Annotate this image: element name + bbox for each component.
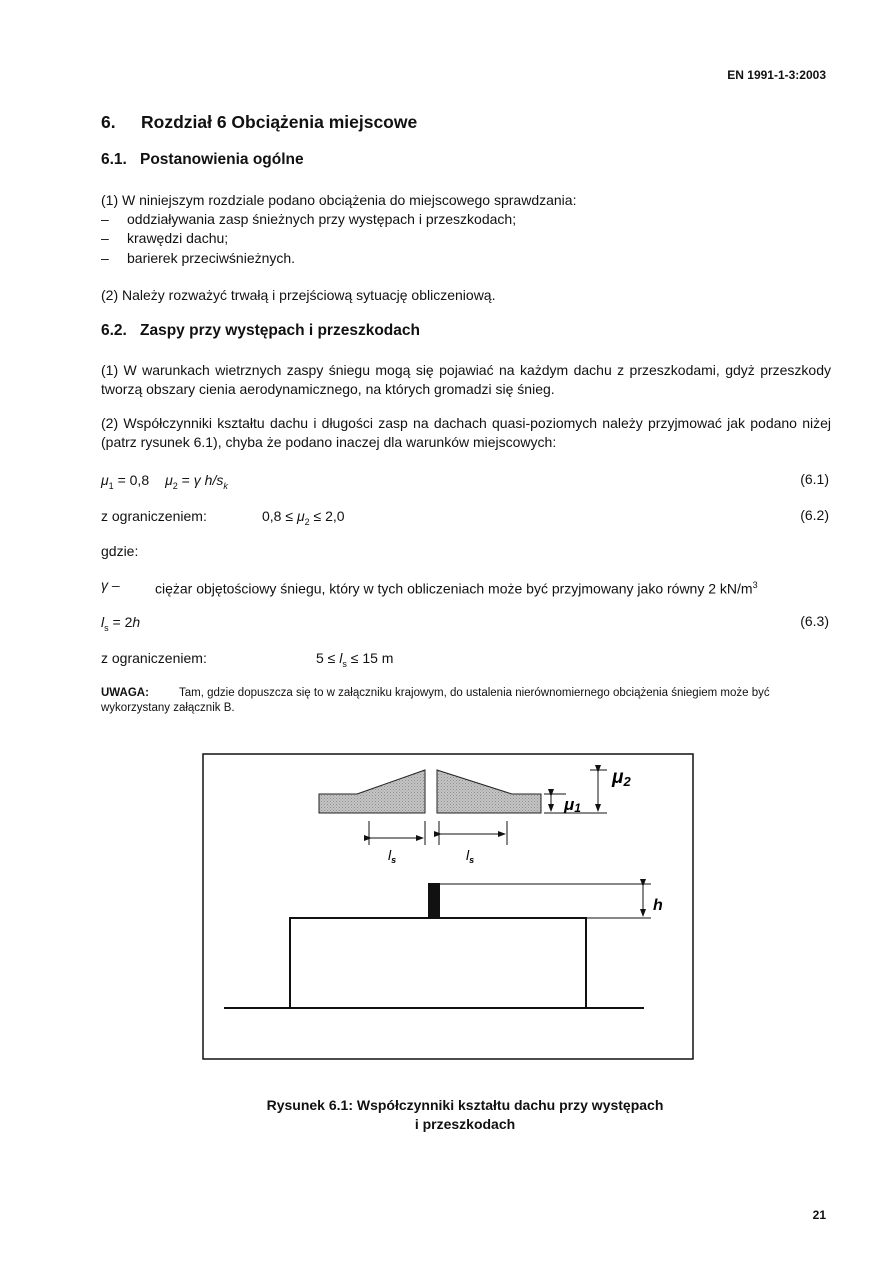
gamma-definition: ciężar objętościowy śniegu, który w tych obliczeniach może być przyjmowany jako równy 2 $kN/m^3$ (155, 580, 758, 597)
snow-drift-left (319, 770, 425, 813)
equation-6-2-label: z ograniczeniem: (101, 508, 207, 524)
standard-header: EN 1991-1-3:2003 (727, 68, 826, 82)
chapter-number: 6. (101, 112, 116, 132)
section-61-title: Postanowienia ogólne (140, 151, 304, 168)
equation-number: (6.1) (800, 471, 829, 487)
equation-6-3-limit-label: z ograniczeniem: (101, 650, 207, 666)
note-text: Tam, gdzie dopuszcza się to w załączniku krajowym, do ustalenia nierównomiernego obciążenia śniegiem może być wykorzystany załącznik B. (101, 687, 770, 714)
list-item: – barierek przeciwśnieżnych. (101, 250, 296, 266)
equation-6-2: $0,8 \le \mu_2 \le 2,0$ (262, 508, 345, 527)
ls-right-label: $l_s$ (466, 847, 475, 865)
figure-caption-line1: Rysunek 6.1: Współczynniki kształtu dachu przy występach (266, 1097, 664, 1113)
equation-number: (6.3) (800, 613, 829, 629)
equation-number: (6.2) (800, 507, 829, 523)
building (290, 918, 586, 1008)
chapter-title: Rozdział 6 Obciążenia miejscowe (141, 112, 418, 132)
gamma-symbol: γ – (101, 577, 120, 593)
where-label: gdzie: (101, 543, 139, 559)
section-61-para2: (2) Należy rozważyć trwałą i przejściową sytuację obliczeniową. (101, 287, 496, 303)
list-item: – oddziaływania zasp śnieżnych przy występach i przeszkodach; (101, 211, 517, 227)
page-number: 21 (812, 1208, 826, 1222)
figure-caption-line2: i przeszkodach (414, 1116, 516, 1132)
list-item: – krawędzi dachu; (101, 230, 229, 246)
snow-drift-right (437, 770, 541, 813)
equation-6-1: $\mu_1 = 0,8$ $\mu_2 = \gamma$ $h/s_k$ (101, 472, 228, 491)
section-61-para1: (1) W niniejszym rozdziale podano obciążenia do miejscowego sprawdzania: (101, 192, 577, 208)
mu1-label: μ1 (564, 795, 581, 815)
h-label: h (653, 897, 663, 914)
equation-6-3: $l_s = 2h$ (101, 614, 141, 633)
note-label: UWAGA: (101, 687, 149, 699)
obstruction (428, 883, 440, 918)
ls-left-label: $l_s$ (388, 847, 397, 865)
section-62-number: 6.2. (101, 322, 127, 339)
section-61-number: 6.1. (101, 151, 127, 168)
section-62-title: Zaspy przy występach i przeszkodach (140, 322, 420, 339)
section-62-para1: (1) W warunkach wietrznych zaspy śniegu mogą się pojawiać na każdym dachu z przeszkodami, gdyż przeszkody tworzą obszary cienia aerodynamicznego, na których gromadzi się śnieg. (101, 362, 831, 397)
mu2-label: μ2 (612, 767, 631, 789)
equation-6-3-limit: $5 \le l_s \le 15$ m (316, 650, 394, 669)
section-62-para2: (2) Współczynniki kształtu dachu i długości zasp na dachach quasi-poziomych należy przyjmować jak podano niżej (patrz rysunek 6.1), chyba że podano inaczej dla warunków miejscowych: (101, 415, 831, 450)
